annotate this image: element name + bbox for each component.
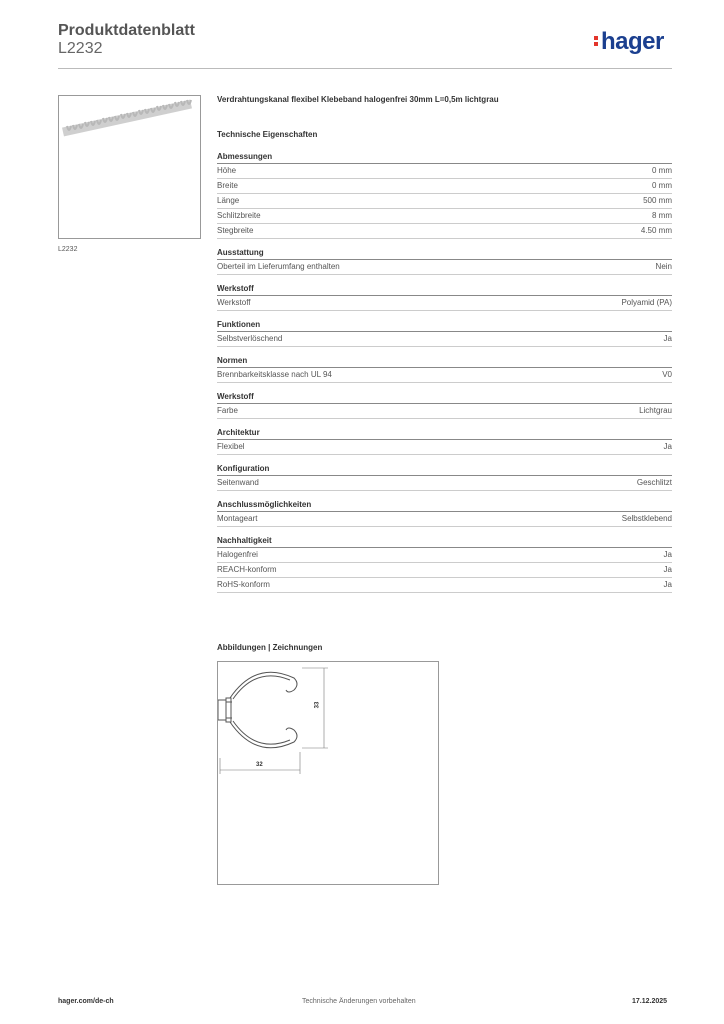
spec-value: Ja — [663, 334, 672, 343]
section-standards — [217, 356, 672, 383]
spec-label: Schlitzbreite — [217, 211, 261, 220]
spec-row — [217, 209, 672, 224]
spec-value: Ja — [663, 580, 672, 589]
hager-logo — [594, 28, 664, 56]
section-material-color — [217, 392, 672, 419]
spec-value: Lichtgrau — [639, 406, 672, 415]
footer-date: 17.12.2025 — [632, 998, 668, 1005]
section-architecture — [217, 428, 672, 455]
spec-label: Länge — [217, 196, 240, 205]
spec-row — [217, 563, 672, 578]
section-heading: Architektur — [217, 428, 672, 440]
spec-row — [217, 440, 672, 455]
spec-row — [217, 164, 672, 179]
section-heading: Anschlussmöglichkeiten — [217, 500, 672, 512]
spec-label: Farbe — [217, 406, 238, 415]
section-heading: Werkstoff — [217, 392, 672, 404]
image-caption: L2232 — [58, 246, 78, 253]
spec-row — [217, 548, 672, 563]
section-configuration — [217, 464, 672, 491]
spec-value: Ja — [663, 550, 672, 559]
section-sustainability — [217, 536, 672, 593]
section-heading: Ausstattung — [217, 248, 672, 260]
spec-value: 0 mm — [652, 181, 672, 190]
spec-label: Flexibel — [217, 442, 245, 451]
logo-dots-icon — [594, 34, 599, 48]
section-equipment — [217, 248, 672, 275]
spec-label: REACH-konform — [217, 565, 277, 574]
spec-label: Halogenfrei — [217, 550, 258, 559]
technical-drawing — [217, 661, 439, 885]
spec-row — [217, 260, 672, 275]
footer-website[interactable]: hager.com/de-ch — [58, 998, 114, 1005]
spec-label: Stegbreite — [217, 226, 254, 235]
spec-label: Höhe — [217, 166, 237, 175]
spec-row — [217, 404, 672, 419]
spec-row — [217, 368, 672, 383]
spec-value: Polyamid (PA) — [621, 298, 672, 307]
spec-label: Werkstoff — [217, 298, 251, 307]
spec-label: Oberteil im Lieferumfang enthalten — [217, 262, 340, 271]
spec-row — [217, 476, 672, 491]
spec-row — [217, 578, 672, 593]
spec-row — [217, 296, 672, 311]
product-image — [58, 95, 201, 239]
spec-value: Nein — [655, 262, 672, 271]
spec-label: Breite — [217, 181, 238, 190]
section-connection — [217, 500, 672, 527]
section-heading: Nachhaltigkeit — [217, 536, 672, 548]
dimension-width-label: 32 — [256, 762, 263, 768]
section-functions — [217, 320, 672, 347]
logo-text: hager — [601, 28, 664, 55]
spec-row — [217, 179, 672, 194]
cross-section-drawing — [218, 662, 438, 884]
spec-value: 500 mm — [643, 196, 672, 205]
footer-disclaimer: Technische Änderungen vorbehalten — [302, 998, 416, 1005]
cable-channel-image — [59, 96, 200, 238]
section-heading: Funktionen — [217, 320, 672, 332]
spec-value: 8 mm — [652, 211, 672, 220]
spec-value: V0 — [662, 370, 672, 379]
spec-row — [217, 224, 672, 239]
spec-label: Montageart — [217, 514, 258, 523]
section-material — [217, 284, 672, 311]
product-code: L2232 — [58, 40, 103, 57]
spec-label: Brennbarkeitsklasse nach UL 94 — [217, 370, 332, 379]
page-title: Produktdatenblatt — [58, 22, 195, 39]
spec-value: Ja — [663, 565, 672, 574]
header-divider — [58, 68, 672, 69]
tech-section-title: Technische Eigenschaften — [217, 130, 318, 139]
section-heading: Abmessungen — [217, 152, 672, 164]
section-heading: Werkstoff — [217, 284, 672, 296]
product-title: Verdrahtungskanal flexibel Klebeband halogenfrei 30mm L=0,5m lichtgrau — [217, 95, 499, 104]
section-heading: Konfiguration — [217, 464, 672, 476]
dimension-height-label: 33 — [314, 701, 321, 709]
spec-label: Selbstverlöschend — [217, 334, 283, 343]
section-heading: Normen — [217, 356, 672, 368]
spec-label: RoHS-konform — [217, 580, 270, 589]
spec-value: Ja — [663, 442, 672, 451]
spec-row — [217, 512, 672, 527]
spec-value: 4.50 mm — [640, 226, 672, 235]
spec-value: Geschlitzt — [636, 478, 672, 487]
figures-title: Abbildungen | Zeichnungen — [217, 643, 323, 652]
section-dimensions — [217, 152, 672, 239]
spec-row — [217, 332, 672, 347]
spec-row — [217, 194, 672, 209]
spec-value: Selbstklebend — [621, 514, 672, 523]
spec-label: Seitenwand — [217, 478, 259, 487]
spec-value: 0 mm — [652, 166, 672, 175]
product-details — [217, 95, 672, 602]
